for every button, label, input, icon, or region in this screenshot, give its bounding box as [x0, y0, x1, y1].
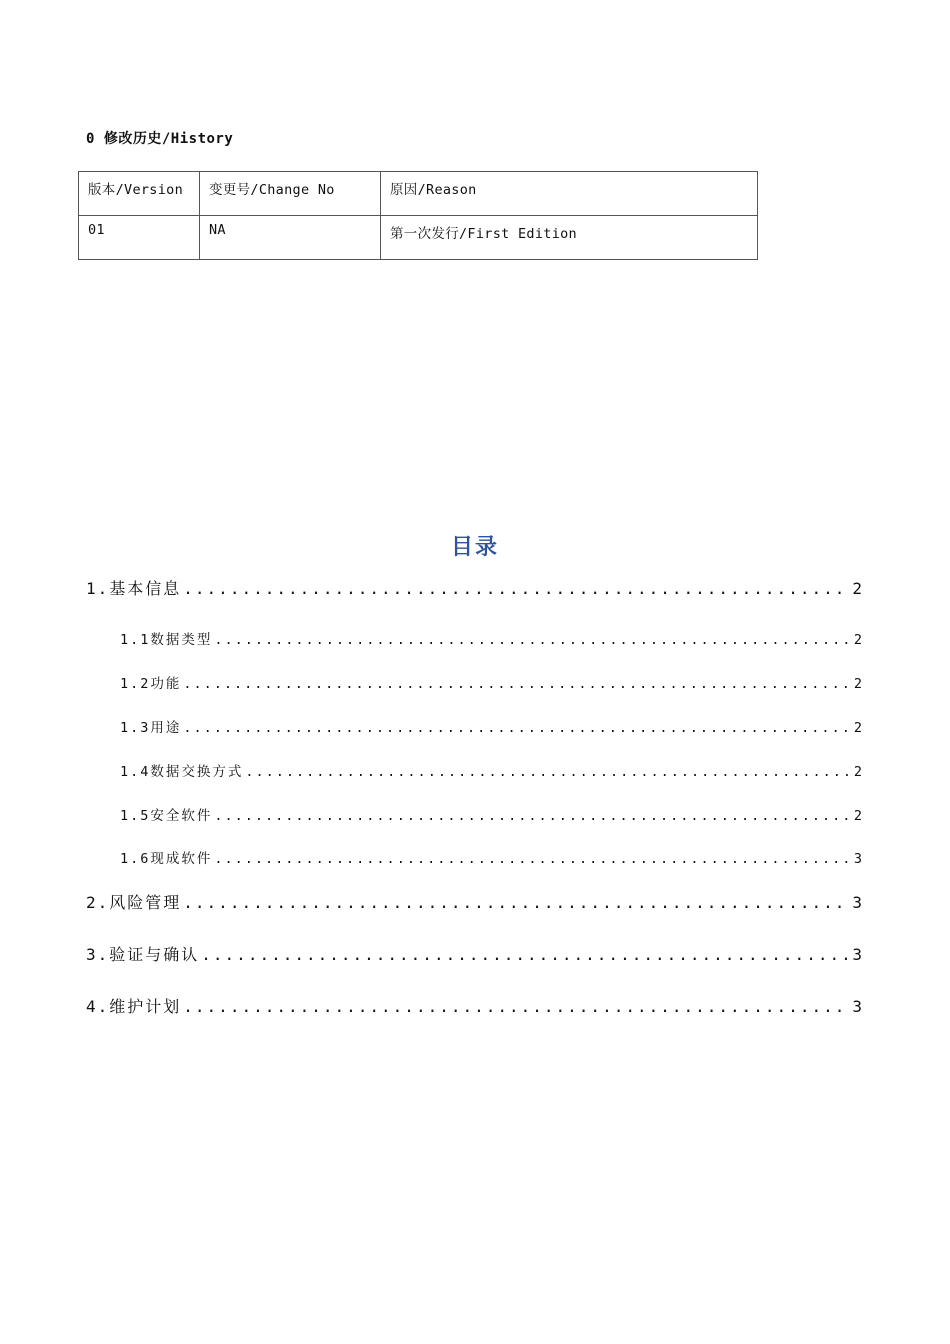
toc-entry-function[interactable] — [120, 672, 862, 692]
history-heading: 0 修改历史/History — [86, 131, 234, 147]
toc-entry-label: 1.4数据交换方式 — [120, 764, 244, 780]
cell-change-no: NA — [200, 216, 381, 260]
toc-entry-label: 1.3用途 — [120, 720, 182, 736]
table-row — [79, 216, 758, 260]
toc-leader-dots — [245, 764, 851, 780]
toc-entry-basic-info[interactable] — [86, 576, 862, 599]
toc-leader-dots — [214, 632, 851, 648]
cell-version: 01 — [79, 216, 200, 260]
toc-entry-data-exchange[interactable] — [120, 760, 862, 780]
toc-entry-page: 3 — [853, 851, 862, 867]
toc-entry-label: 1.5安全软件 — [120, 808, 213, 824]
toc-entry-page: 2 — [852, 579, 862, 598]
toc-title: 目录 — [450, 535, 499, 560]
toc-entry-risk-management[interactable] — [86, 890, 862, 913]
toc-entry-page: 3 — [852, 945, 862, 964]
toc-entry-verification[interactable] — [86, 942, 862, 965]
header-reason: 原因/Reason — [381, 172, 758, 216]
toc-leader-dots — [214, 851, 851, 867]
toc-entry-page: 2 — [853, 808, 862, 824]
toc-entry-usage[interactable] — [120, 716, 862, 736]
toc-entry-label: 3.验证与确认 — [86, 945, 200, 964]
toc-entry-page: 3 — [852, 997, 862, 1016]
toc-leader-dots — [183, 720, 851, 736]
toc-entry-maintenance-plan[interactable] — [86, 994, 862, 1017]
toc-entry-page: 2 — [853, 764, 862, 780]
toc-entry-page: 2 — [853, 632, 862, 648]
toc-leader-dots — [201, 945, 850, 964]
table-header-row — [79, 172, 758, 216]
toc-leader-dots — [183, 997, 850, 1016]
header-change-no: 变更号/Change No — [200, 172, 381, 216]
toc-leader-dots — [183, 676, 851, 692]
toc-entry-page: 2 — [853, 720, 862, 736]
toc-entry-ots-software[interactable] — [120, 847, 862, 867]
toc-entry-label: 1.基本信息 — [86, 579, 182, 598]
toc-entry-label: 1.1数据类型 — [120, 632, 213, 648]
toc-entry-label: 4.维护计划 — [86, 997, 182, 1016]
toc-entry-label: 1.6现成软件 — [120, 851, 213, 867]
header-version: 版本/Version — [79, 172, 200, 216]
toc-leader-dots — [183, 893, 850, 912]
toc-entry-security-software[interactable] — [120, 804, 862, 824]
toc-entry-page: 3 — [852, 893, 862, 912]
toc-leader-dots — [183, 579, 850, 598]
toc-leader-dots — [214, 808, 851, 824]
cell-reason: 第一次发行/First Edition — [381, 216, 758, 260]
toc-entry-data-type[interactable] — [120, 628, 862, 648]
toc-entry-label: 1.2功能 — [120, 676, 182, 692]
toc-entry-label: 2.风险管理 — [86, 893, 182, 912]
toc-entry-page: 2 — [853, 676, 862, 692]
history-table — [78, 171, 758, 260]
